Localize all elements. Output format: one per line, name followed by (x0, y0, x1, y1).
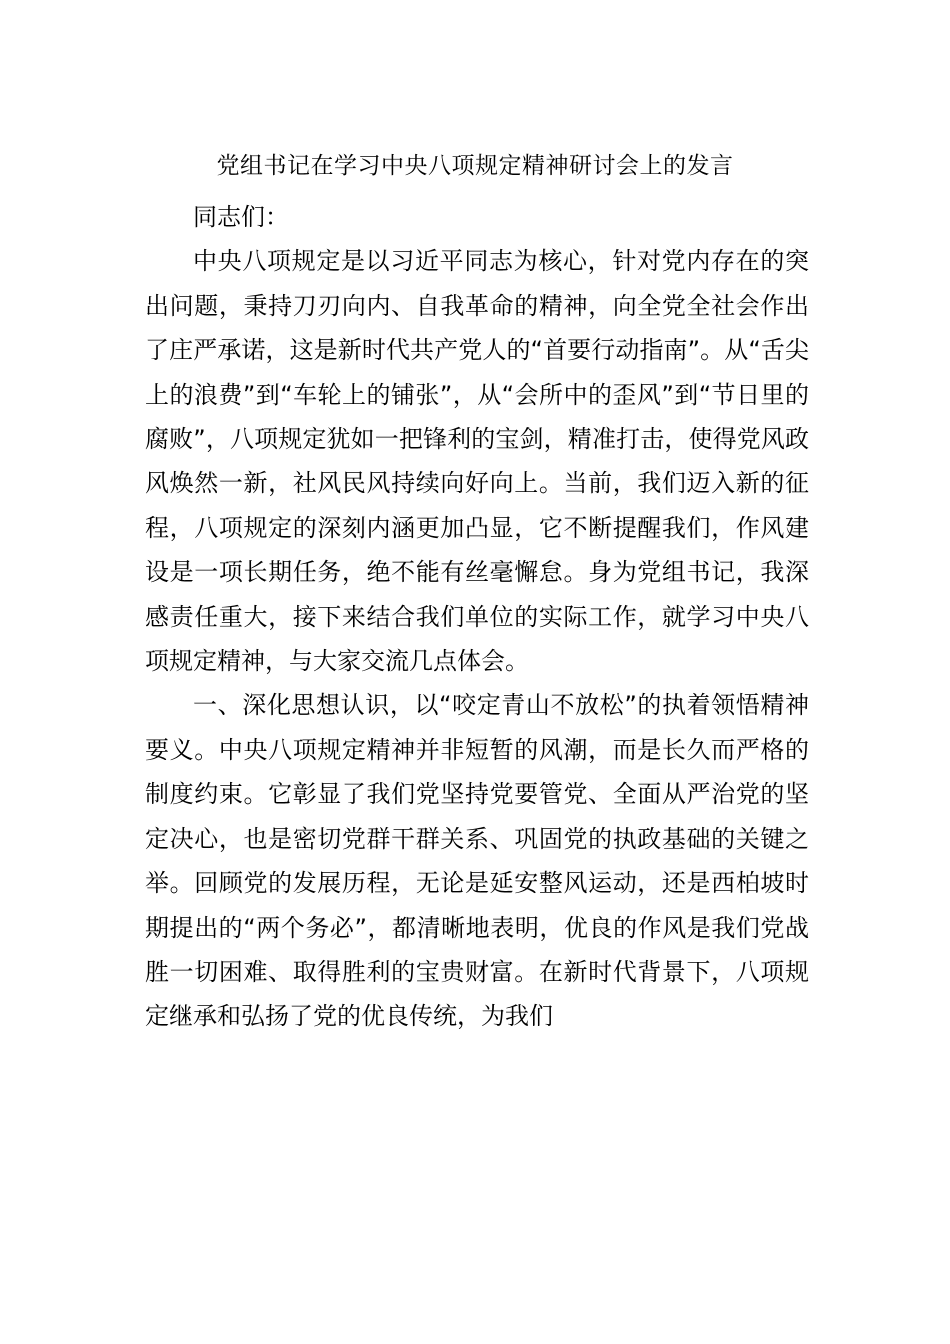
document-title: 党组书记在学习中央八项规定精神研讨会上的发言 (216, 153, 734, 179)
greeting: 同志们： (193, 203, 289, 231)
document-body (145, 195, 809, 1039)
paragraph-1: 中央八项规定是以习近平同志为核心，针对党内存在的突出问题，秉持刀刃向内、自我革命的精神，向全党全社会作出了庄严承诺，这是新时代共产党人的“首要行动指南”。从“舌尖上的浪费”到“车轮上的铺张”，从“会所中的歪风”到“节日里的腐败”，八项规定犹如一把锋利的宝剑，精准打击，使得党风政风焕然一新，社风民风持续向好向上。当前，我们迈入新的征程，八项规定的深刻内涵更加凸显，它不断提醒我们，作风建设是一项长期任务，绝不能有丝毫懈怠。身为党组书记，我深感责任重大，接下来结合我们单位的实际工作，就学习中央八项规定精神，与大家交流几点体会。 (145, 247, 809, 676)
paragraph-2: 一、深化思想认识，以“咬定青山不放松”的执着领悟精神要义。中央八项规定精神并非短暂的风潮，而是长久而严格的制度约束。它彰显了我们党坚持党要管党、全面从严治党的坚定决心，也是密切党群干群关系、巩固党的执政基础的关键之举。回顾党的发展历程，无论是延安整风运动，还是西柏坡时期提出的“两个务必”，都清晰地表明，优良的作风是我们党战胜一切困难、取得胜利的宝贵财富。在新时代背景下，八项规定继承和弘扬了党的优良传统，为我们 (145, 691, 809, 1031)
